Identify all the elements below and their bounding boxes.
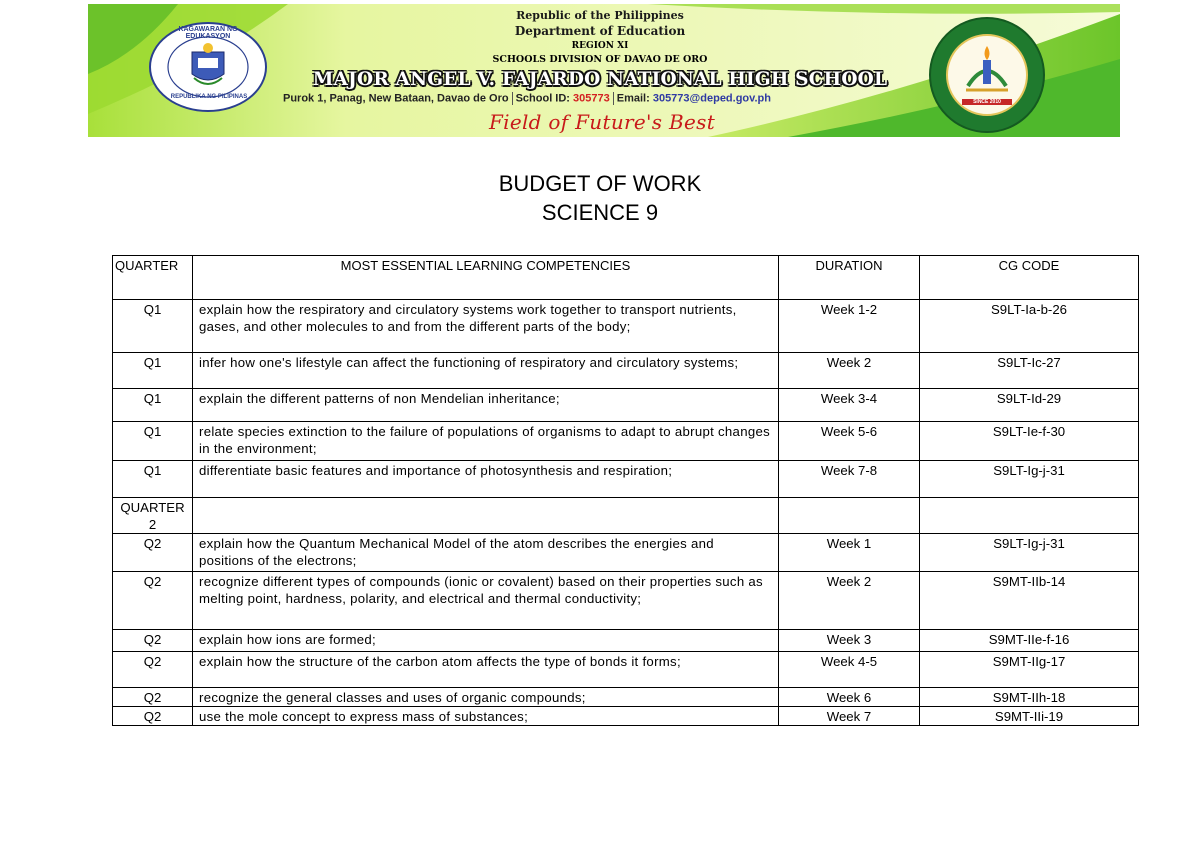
table-row <box>113 630 1139 652</box>
quarter-cell: Q1 <box>113 300 193 353</box>
quarter-cell: Q1 <box>113 461 193 498</box>
table-row <box>113 534 1139 572</box>
competency-cell: explain how the Quantum Mechanical Model of the atom describes the energies and positions of the electrons; <box>193 534 779 572</box>
school-id-label: School ID: <box>515 92 570 105</box>
empty-cell <box>920 498 1139 534</box>
competency-cell: infer how one's lifestyle can affect the functioning of respiratory and circulatory systems; <box>193 353 779 389</box>
table-row <box>113 688 1139 707</box>
cg-code-cell: S9LT-Ie-f-30 <box>920 422 1139 461</box>
school-motto: Field of Future's Best <box>488 110 716 134</box>
quarter-cell: Q2 <box>113 707 193 726</box>
header-duration: DURATION <box>779 256 920 300</box>
competency-cell: use the mole concept to express mass of substances; <box>193 707 779 726</box>
header-contact-line <box>283 92 771 108</box>
table-header-row <box>113 256 1139 300</box>
duration-cell: Week 2 <box>779 572 920 630</box>
cg-code-cell: S9MT-IIe-f-16 <box>920 630 1139 652</box>
header-cg-code: CG CODE <box>920 256 1139 300</box>
competency-cell: recognize the general classes and uses of organic compounds; <box>193 688 779 707</box>
table-row <box>113 389 1139 422</box>
cg-code-cell: S9LT-Ig-j-31 <box>920 534 1139 572</box>
cg-code-cell: S9LT-Ic-27 <box>920 353 1139 389</box>
duration-cell: Week 6 <box>779 688 920 707</box>
cg-code-cell: S9MT-IIb-14 <box>920 572 1139 630</box>
competency-cell: differentiate basic features and importance of photosynthesis and respiration; <box>193 461 779 498</box>
cg-code-cell: S9MT-IIg-17 <box>920 652 1139 688</box>
quarter-cell: Q1 <box>113 389 193 422</box>
duration-cell: Week 3 <box>779 630 920 652</box>
table-row <box>113 422 1139 461</box>
cg-code-cell: S9LT-Id-29 <box>920 389 1139 422</box>
table-row <box>113 300 1139 353</box>
competency-cell: explain the different patterns of non Mendelian inheritance; <box>193 389 779 422</box>
competency-cell: relate species extinction to the failure of populations of organisms to adapt to abrupt changes in the environment; <box>193 422 779 461</box>
document-title: BUDGET OF WORK <box>498 171 702 196</box>
school-name: MAJOR ANGEL V. FAJARDO NATIONAL HIGH SCHOOL <box>312 69 888 90</box>
competency-cell: explain how the respiratory and circulatory systems work together to transport nutrients, gases, and other molecules to and from the different parts of the body; <box>193 300 779 353</box>
duration-cell: Week 5-6 <box>779 422 920 461</box>
header-division: SCHOOLS DIVISION OF DAVAO DE ORO <box>492 54 708 65</box>
duration-cell: Week 1-2 <box>779 300 920 353</box>
duration-cell: Week 2 <box>779 353 920 389</box>
email-label: Email: <box>616 92 650 105</box>
empty-cell <box>193 498 779 534</box>
email-value: 305773@deped.gov.ph <box>652 92 771 105</box>
duration-cell: Week 3-4 <box>779 389 920 422</box>
quarter-cell: Q2 <box>113 534 193 572</box>
table-row <box>113 707 1139 726</box>
cg-code-cell: S9LT-Ig-j-31 <box>920 461 1139 498</box>
quarter-2-label: QUARTER 2 <box>113 498 193 534</box>
duration-cell: Week 7-8 <box>779 461 920 498</box>
header-republic: Republic of the Philippines <box>516 9 684 22</box>
cg-code-cell: S9LT-Ia-b-26 <box>920 300 1139 353</box>
school-id-value: 305773 <box>573 92 610 105</box>
cg-code-cell: S9MT-IIi-19 <box>920 707 1139 726</box>
table-row <box>113 652 1139 688</box>
quarter-cell: Q2 <box>113 688 193 707</box>
document-subject: SCIENCE 9 <box>541 200 659 225</box>
seal-text-top: KAGAWARAN NG EDUKASYON <box>178 26 238 40</box>
header-competencies: MOST ESSENTIAL LEARNING COMPETENCIES <box>193 256 779 300</box>
header-quarter: QUARTER <box>113 256 193 300</box>
header-department: Department of Education <box>514 24 686 38</box>
table-body-q2-label <box>113 498 1139 534</box>
table-row <box>113 461 1139 498</box>
competency-cell: explain how the structure of the carbon atom affects the type of bonds it forms; <box>193 652 779 688</box>
duration-cell: Week 1 <box>779 534 920 572</box>
table-body-q2 <box>113 534 1139 726</box>
empty-cell <box>779 498 920 534</box>
quarter-2-divider-row <box>113 498 1139 534</box>
competency-cell: recognize different types of compounds (ionic or covalent) based on their properties such as melting point, hardness, polarity, and electrical and thermal conductivity; <box>193 572 779 630</box>
budget-of-work-table <box>112 255 1139 726</box>
table-body-q1 <box>113 300 1139 498</box>
duration-cell: Week 4-5 <box>779 652 920 688</box>
school-address: Purok 1, Panag, New Bataan, Davao de Oro <box>283 92 509 105</box>
header-region: REGION XI <box>571 41 629 51</box>
quarter-cell: Q1 <box>113 422 193 461</box>
school-logo-since: SINCE 2010 <box>962 99 1012 105</box>
seal-text-bottom: REPUBLIKA NG PILIPINAS <box>170 94 248 100</box>
table-row <box>113 353 1139 389</box>
quarter-cell: Q2 <box>113 630 193 652</box>
quarter-cell: Q1 <box>113 353 193 389</box>
quarter-cell: Q2 <box>113 652 193 688</box>
table-row <box>113 572 1139 630</box>
quarter-cell: Q2 <box>113 572 193 630</box>
cg-code-cell: S9MT-IIh-18 <box>920 688 1139 707</box>
competency-cell: explain how ions are formed; <box>193 630 779 652</box>
duration-cell: Week 7 <box>779 707 920 726</box>
